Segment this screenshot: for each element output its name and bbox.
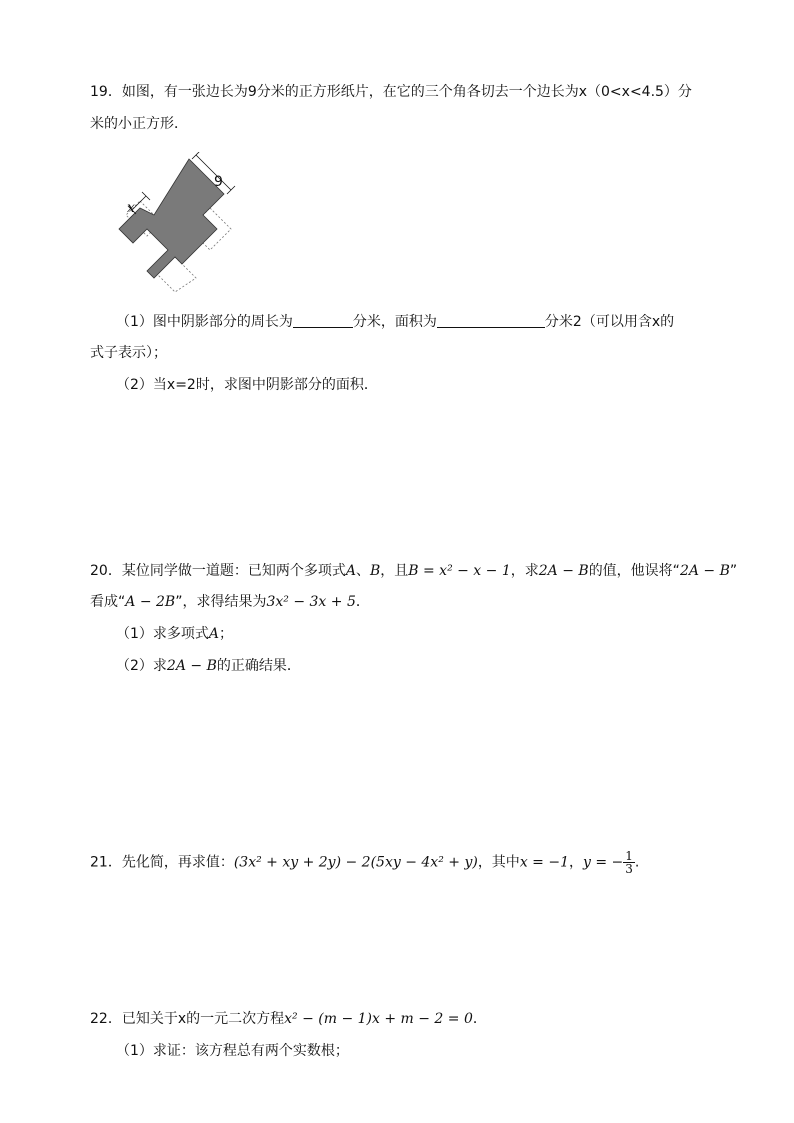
fraction-one-third: $\frac{1}{3}$	[625, 849, 633, 876]
q19-stem-line1	[90, 82, 692, 102]
answer-blank-area[interactable]	[437, 311, 545, 328]
q22-part1: （1）求证：该方程总有两个实数根；	[116, 1043, 349, 1059]
q19-part2: （2）当x=2时，求图中阴影部分的面积．	[116, 377, 378, 393]
q20-number: 20．	[90, 563, 122, 579]
q22-number: 22．	[90, 1011, 122, 1027]
answer-blank-perimeter[interactable]	[293, 311, 353, 328]
cut-length-label: x	[127, 200, 135, 216]
q20-stem-line2: 看成“A − 2B”，求得结果为3x² − 3x + 5．	[90, 594, 370, 610]
q19-part1-line1: （1）图中阴影部分的周长为 分米，面积为 分米2（可以用含x的	[116, 311, 674, 332]
q21-stem: 21．先化简，再求值：(3x² + xy + 2y) − 2(5xy − 4x² + y)，其中x = −1，y = − $\frac{1}{3}$ .	[90, 849, 640, 876]
q19-figure	[112, 152, 262, 297]
q19-part1-line2: 式子表示）；	[90, 345, 167, 361]
q20-stem-line1: 20．某位同学做一道题：已知两个多项式A、B，且B = x² − x − 1，求2A − B的值，他误将“2A − B”	[90, 563, 738, 579]
shaded-region	[119, 159, 224, 278]
q19-stem-text: 如图，有一张边长为9分米的正方形纸片，在它的三个角各切去一个边长为x（0<x<4.5）分	[121, 84, 692, 100]
q20-part2: （2）求2A − B的正确结果．	[116, 658, 301, 674]
side-length-label: 9	[214, 174, 223, 190]
q21-number: 21．	[90, 854, 122, 871]
q22-stem: 22．已知关于x的一元二次方程x² − (m − 1)x + m − 2 = 0．	[90, 1011, 487, 1027]
q19-stem-line2: 米的小正方形．	[90, 116, 188, 132]
q20-part1: （1）求多项式A；	[116, 626, 234, 642]
q19-number: 19．	[90, 84, 122, 100]
